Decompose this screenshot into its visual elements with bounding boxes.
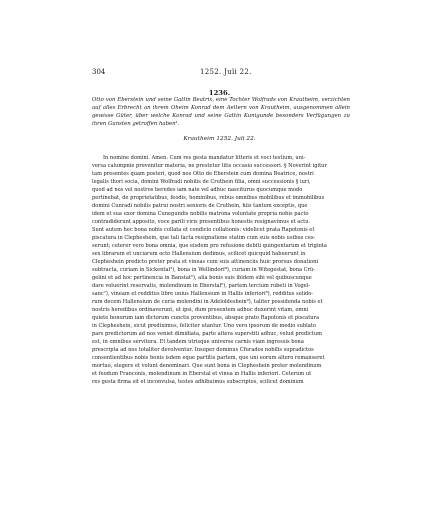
body-line: subtracta, curiam in Sickental³), bona in Wellindorf⁴), curiam in Witegestat, bona Crü- — [92, 267, 316, 274]
dateline: Krautheim 1252. Juli 22. — [183, 136, 256, 142]
body-line: dare voluerint reservatis, molendinum in Eberstal⁶), partem tercium rubeti in Vogel- — [92, 283, 311, 290]
body-line: sanc⁷), vineam et redditus libre unius Hallensium in Hallis inferiori⁸), redditus solido- — [92, 291, 314, 298]
running-head: 1252. Juli 22. — [200, 68, 252, 76]
charter-body-text — [92, 154, 351, 386]
body-line: consentientibus nobis bonis isdem eque partitis partem, que uni eorum altero remanseret — [92, 355, 325, 362]
body-line: legalis thori socia, domini Wolfradi nobilis de Cruthein filia, omni successionis § iuri, — [92, 179, 311, 186]
document-number: 1236. — [208, 89, 231, 97]
body-line: prescripta ad nos totaliter devolventur. Insuper dominus Cfurados nobilis supradictos — [92, 347, 314, 354]
body-line: Sunt autem hec bona nobis collata et condicio collationis: videlicet prata Rapotonis et — [92, 227, 315, 234]
body-line: mortuo, elegere et volunt denominari. Que sunt bona in Clepheshein preter molendinum — [92, 363, 322, 370]
body-line: et feodum Franconis, molendinum in Eberstal et vinea in Hallis inferiori. Ceterum ut — [92, 371, 312, 378]
body-line: in Clepheshein, sicut prediximus, feliciter utantur. Uno vero ipsorum de medio sublato — [92, 323, 316, 330]
body-line: serunt; ceterer vero bona omnia, que eisdem pro refusione debiti quingentarum et triginta — [92, 243, 327, 250]
page-number: 304 — [92, 68, 106, 76]
body-line: domini Cunradi nobilis patrui nostri senioris de Cruthein, hiis tantum exceptis, que — [92, 203, 308, 210]
body-line: est, in omnibus servitura. Et tandem utrisque universe carnis viam ingressis bona — [92, 339, 304, 346]
body-line: res gesta firma sit et inconvulsa, testes adhibuimus subscriptos, scilicet dominum — [92, 379, 304, 386]
body-line: pars predictorum ad nos veniet dimidiata, parte altera superstiti adhuc, velud predictum — [92, 331, 322, 338]
body-line: quiete bonorum iam dictorum cunctis proventibus, absque prato Rapotonis et piscatura — [92, 315, 320, 322]
body-line: idem et sua uxor domina Cunegundis nobilis matrona voluntate propria nobis pacto — [92, 211, 309, 218]
body-line: pertinebat, de proprietatibus, feodis, hominibus, rebus omnibus mobilibus et immobilibus — [92, 195, 325, 202]
body-line: gelini et ad hoc pertinencia in Banstat⁵), alia bonis suis ibidem sibi vel quibuscunque — [92, 275, 312, 282]
body-line: versa calumpnie prevenitur materia, ne prestetur litis occasio successori. § Noverint igitur — [92, 163, 327, 170]
body-line: Clepheshein predicto preter prata et vineas cum suis attinenciis huic prorsus donationi — [92, 259, 319, 266]
body-line: In nomine domini. Amen. Cum res gesta mandatur litteris et voci testium, uni- — [103, 155, 306, 161]
body-line: nostris heredibus ordinaverunt, ut ipsi, dum presentem adhuc duxerint vitam, omni — [92, 307, 309, 314]
body-line: rum decem Hallensium de curia molendini in Adeloldeshein⁹), taliter possidenda nobis et — [92, 299, 323, 306]
body-line: tam presentes quam posteri, quod nos Otto de Eberstein cum domina Beatrice, nostri — [92, 171, 314, 178]
body-line: piscatura in Clepheshein, que tali facta resignatione statim cum suis nobis usibus ces- — [92, 235, 316, 242]
body-line: contradiderunt apposito, voce parili viris presentibus honestis resignavimus et actu. — [92, 219, 311, 226]
body-line: sex librarum et unciarum octo Hallensium dedimus, scilicet quicquid habuerunt in — [92, 251, 306, 258]
body-line: quod ad nos vel nostros heredes iam nate vel adhuc nasciturus quocumque modo — [92, 187, 303, 194]
regest-summary: Otto von Eberstein und seine Gattin Beatrix, eine Tochter Wolfrads von Krautheim, verzichten auf alles Erbrecht an ihrem Oheim Konrad dem Aeltern von Krautheim, ausgenommen allein gewisse Güter, über welche Konrad und seine Gattin Kunigunde besonders Verfügungen zu ihren Gunsten getroffen haben¹. — [92, 97, 350, 127]
